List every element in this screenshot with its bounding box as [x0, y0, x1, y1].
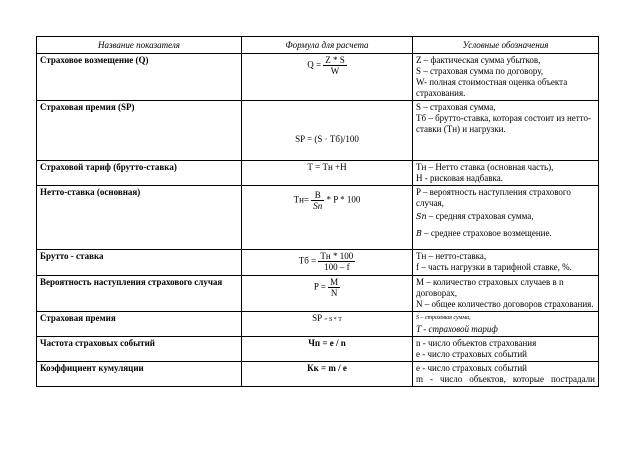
designation-line: m - число объектов, которые пострадали [416, 374, 595, 384]
designation-line: W- полная стоимостная оценка объекта страхования. [416, 77, 568, 98]
formula-cell [242, 54, 413, 101]
formula-fraction [318, 251, 355, 272]
formula-cell [242, 362, 413, 387]
symbol-b: В [416, 229, 422, 238]
formula-lhs: P = [313, 281, 326, 292]
indicator-name: Страховой тариф (брутто-ставка) [37, 161, 242, 186]
formula-numerator: Тн * 100 [320, 251, 354, 261]
formula-numerator: M [330, 277, 339, 287]
formula-cell [242, 276, 413, 312]
formula-text: Кк = m / e [307, 363, 347, 373]
designation-line: Тб – брутто-ставка, которая состоит из нетто-ставки (Тн) и нагрузки. [416, 113, 591, 134]
formula-denominator: Sn [313, 201, 323, 211]
table-row [37, 186, 599, 250]
designation-line: N – общее количество договоров страхования. [416, 299, 594, 309]
formula-denominator: W [330, 66, 340, 76]
formula-denominator: N [330, 288, 338, 298]
indicator-name: Страховая премия [37, 312, 242, 337]
formula-numerator: Z * S [325, 55, 345, 65]
designations-cell [413, 362, 599, 387]
designations-cell [413, 101, 599, 161]
designation-line: Sn – средняя страховая сумма, [416, 211, 534, 221]
designations-cell [413, 54, 599, 101]
formula-lhs: Тб = [298, 255, 317, 266]
formula-rhs: = S * T [324, 317, 342, 323]
indicator-name: Страховая премия (SP) [37, 101, 242, 161]
formula-cell [242, 186, 413, 250]
designation-line: f – часть нагрузки в тарифной ставке, %. [416, 262, 572, 272]
indicator-name: Вероятность наступления страхового случая [37, 276, 242, 312]
header-row [37, 37, 599, 54]
designation-line: M – количество страховых случаев в n договорах, [416, 277, 564, 298]
formula-cell [242, 312, 413, 337]
indicator-name: Брутто - ставка [37, 250, 242, 276]
formula-numerator: В [311, 190, 324, 201]
table-row [37, 101, 599, 161]
table-row [37, 54, 599, 101]
formula-rhs: * P * 100 [326, 194, 361, 205]
designations-cell [413, 161, 599, 186]
table-row [37, 276, 599, 312]
header-designations: Условные обозначения [413, 37, 599, 54]
table-row [37, 337, 599, 362]
indicator-name: Коэффициент кумуляции [37, 362, 242, 387]
designation-line: Н - рисковая надбавка. [416, 173, 503, 183]
designations-cell [413, 276, 599, 312]
designation-line: P – вероятность наступления страхового случая, [416, 187, 571, 208]
formula-cell [242, 101, 413, 161]
indicators-table [36, 36, 599, 387]
formula-lhs: SP [312, 313, 322, 323]
formula-lhs: Тн= [293, 194, 309, 205]
designation-line: Тн – Нетто ставка (основная часть), [416, 162, 554, 172]
designation-line: S – страховая сумма, [416, 102, 496, 112]
designation-line: n - число объектов страхования [416, 338, 537, 348]
designation-line: Т - страховой тариф [416, 324, 498, 334]
table-row [37, 161, 599, 186]
table-row [37, 362, 599, 387]
formula-text: Т = Тн +Н [307, 162, 347, 172]
formula-fraction [311, 190, 324, 211]
header-formula: Формула для расчета [242, 37, 413, 54]
designations-cell [413, 186, 599, 250]
designation-line: S – страховая сумма по договору, [416, 66, 544, 76]
symbol-sn: Sn [416, 212, 427, 221]
formula-fraction [323, 55, 347, 76]
table-row [37, 250, 599, 276]
formula-lhs: Q = [307, 59, 322, 70]
designation-line: S – страховая сумма, [416, 315, 471, 321]
indicator-name: Страховое возмещение (Q) [37, 54, 242, 101]
designations-cell [413, 337, 599, 362]
formula-text: SP = (S · Тб)/100 [295, 133, 359, 144]
designation-line: В – среднее страховое возмещение. [416, 228, 552, 238]
designation-line: е - число страховых событий [416, 349, 527, 359]
formula-cell [242, 250, 413, 276]
designations-cell [413, 250, 599, 276]
indicator-name: Частота страховых событий [37, 337, 242, 362]
formula-text: Чп = е / n [308, 338, 346, 348]
designation-line: Тн – нетто-ставка, [416, 251, 487, 261]
formula-denominator: 100 – f [324, 262, 350, 272]
indicator-name: Нетто-ставка (основная) [37, 186, 242, 250]
formula-fraction [328, 277, 340, 298]
designation-line: Z – фактическая сумма убытков, [416, 55, 541, 65]
header-name: Название показателя [37, 37, 242, 54]
table-row [37, 312, 599, 337]
formula-cell [242, 161, 413, 186]
designations-cell [413, 312, 599, 337]
designation-line: е - число страховых событий [416, 363, 527, 373]
formula-cell [242, 337, 413, 362]
